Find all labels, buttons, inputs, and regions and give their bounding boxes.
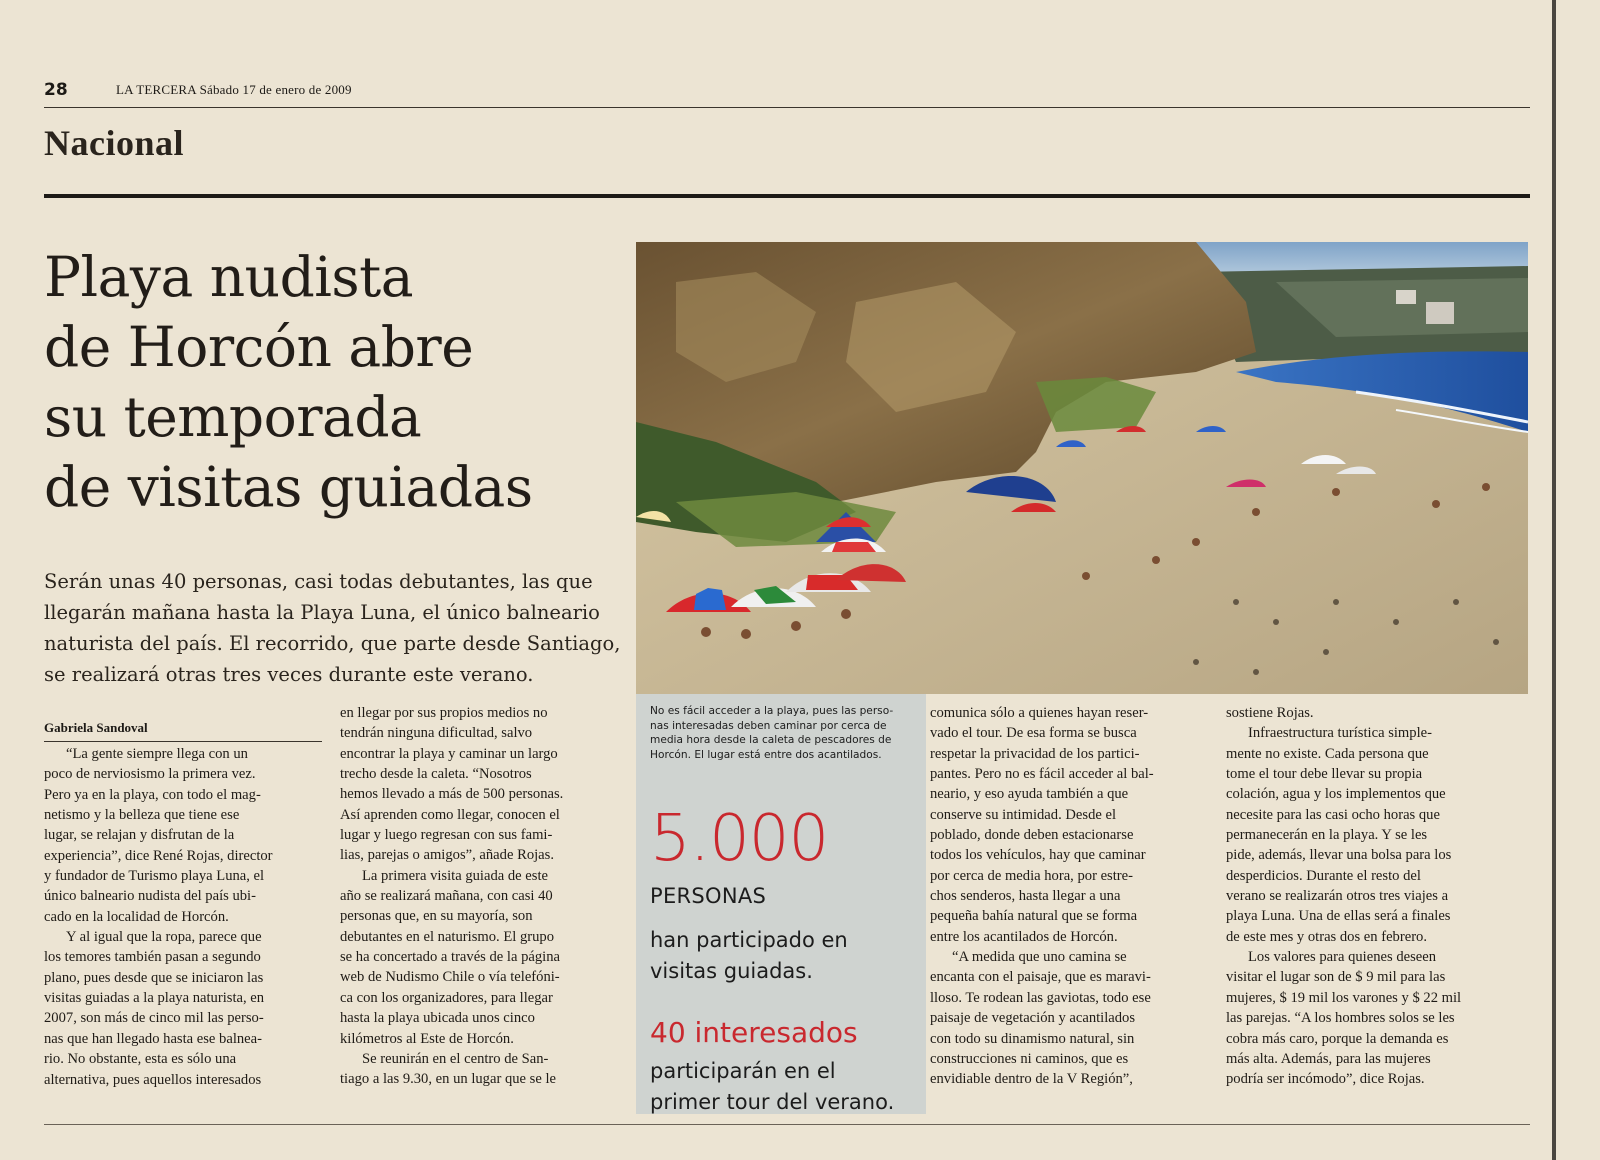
body-line: La primera visita guiada de este (362, 867, 548, 884)
stat-second-text (650, 1056, 894, 1118)
body-line: playa Luna. Una de ellas será a finales (1226, 908, 1451, 925)
body-line: mujeres, $ 19 mil los varones y $ 22 mil (1226, 989, 1462, 1006)
body-line: poblado, donde deben estacionarse (930, 827, 1134, 844)
body-line: Los valores para quienes deseen (1248, 949, 1437, 966)
stat-text-line: visitas guiadas. (650, 959, 813, 983)
caption-line: media hora desde la caleta de pescadores de (650, 734, 892, 746)
body-line: netismo y la belleza que tiene ese (44, 807, 240, 824)
body-line: Y al igual que la ropa, parece que (66, 929, 262, 946)
body-line: lugar y luego regresan con sus fami- (340, 827, 553, 844)
body-line: todos los vehículos, hay que caminar (930, 847, 1146, 864)
dek-line: llegarán mañana hasta la Playa Luna, el único balneario (44, 601, 600, 624)
stat-big-label: PERSONAS (650, 884, 767, 908)
body-line: hemos llevado a más de 500 personas. (340, 786, 564, 803)
stat-text-line: participarán en el (650, 1059, 836, 1083)
stat-text-line: han participado en (650, 928, 848, 952)
body-column-1 (44, 744, 320, 1090)
photo-caption (650, 704, 918, 762)
body-line: y fundador de Turismo playa Luna, el (44, 868, 265, 885)
body-line: paisaje de vegetación y acantilados (930, 1010, 1136, 1027)
body-line: lugar, se relajan y disfrutan de la (44, 827, 235, 844)
body-line: visitas guiadas a la playa naturista, en (44, 990, 265, 1007)
body-column-4 (1226, 703, 1506, 1090)
body-line: pequeña bahía natural que se forma (930, 908, 1138, 925)
body-line: desperdicios. Durante el resto del (1226, 867, 1421, 884)
body-line: más alta. Además, para las mujeres (1226, 1050, 1431, 1067)
footer-rule (44, 1124, 1530, 1125)
body-line: web de Nudismo Chile o vía telefóni- (340, 969, 560, 986)
body-line: nas que han llegado hasta ese balneа- (44, 1030, 263, 1047)
body-line: sostiene Rojas. (1226, 705, 1314, 721)
body-line: en llegar por sus propios medios no (340, 705, 548, 721)
dek (44, 566, 624, 690)
headline-line: de Horcón abre (44, 315, 474, 379)
body-line: debutantes en el naturismo. El grupo (340, 928, 554, 945)
body-line: personas que, en su mayoría, son (340, 908, 533, 925)
body-line: con todo su dinamismo natural, sin (930, 1030, 1135, 1047)
header-rule (44, 107, 1530, 108)
body-line: año se realizará mañana, con casi 40 (340, 888, 553, 905)
body-line: Así aprenden como llegar, conocen el (340, 806, 560, 823)
body-line: construcciones ni caminos, que es (930, 1050, 1129, 1067)
body-line: podría ser incómodo”, dice Rojas. (1226, 1071, 1425, 1088)
body-line: experiencia”, dice René Rojas, director (44, 847, 273, 864)
body-line: “A medida que uno camina se (952, 949, 1127, 966)
body-line: tome el tour debe llevar su propia (1226, 766, 1423, 783)
body-line: hasta la playa ubicada unos cinco (340, 1010, 535, 1027)
body-line: lias, parejas o amigos”, añade Rojas. (340, 847, 554, 864)
body-line: conserve su intimidad. Desde el (930, 806, 1117, 823)
body-line: envidiable dentro de la V Región”, (930, 1071, 1133, 1088)
body-line: respetar la privacidad de los partici- (930, 745, 1140, 762)
body-line: tendrán ninguna dificultad, salvo (340, 725, 533, 742)
body-line: 2007, son más de cinco mil las perso- (44, 1010, 264, 1027)
stat-big-number: 5.000 (650, 802, 829, 876)
body-line: encanta con el paisaje, que es maravi- (930, 969, 1151, 986)
body-line: Pero ya en la playa, con todo el mag- (44, 786, 261, 803)
body-line: verano se realizarán otros tres viajes a (1226, 888, 1449, 905)
body-line: comunica sólo a quienes hayan reser- (930, 705, 1149, 721)
body-line: “La gente siempre llega con un (66, 746, 248, 762)
dek-line: Serán unas 40 personas, casi todas debutantes, las que (44, 570, 593, 593)
body-line: necesite para las casi ocho horas que (1226, 806, 1440, 823)
headline (44, 242, 614, 522)
body-line: tiago a las 9.30, en un lugar que se le (340, 1071, 557, 1088)
body-line: kilómetros al Este de Horcón. (340, 1030, 514, 1047)
section-title: Nacional (44, 123, 185, 163)
body-line: por cerca de media hora, por estre- (930, 867, 1133, 884)
body-line: plano, pues desde que se iniciaron las (44, 969, 264, 986)
byline-rule (44, 741, 322, 742)
stat-big-text (650, 925, 848, 987)
stat-text-line: primer tour del verano. (650, 1090, 895, 1114)
caption-line: No es fácil acceder a la playa, pues las perso- (650, 705, 894, 717)
dek-line: se realizará otras tres veces durante este verano. (44, 663, 534, 686)
dek-line: naturista del país. El recorrido, que parte desde Santiago, (44, 632, 621, 655)
page-number: 28 (44, 80, 68, 100)
body-line: Infraestructura turística simple- (1248, 725, 1432, 742)
body-line: colación, agua y los implementos que (1226, 786, 1446, 803)
body-line: pide, además, llevar una bolsa para los (1226, 847, 1452, 864)
body-line: rio. No obstante, esta es sólo una (44, 1051, 237, 1068)
body-line: de este mes y otras dos en febrero. (1226, 928, 1427, 945)
body-column-2 (340, 703, 616, 1090)
headline-line: su temporada (44, 385, 422, 449)
body-line: ca con los organizadores, para llegar (340, 989, 553, 1006)
caption-line: nas interesadas deben caminar por cerca de (650, 719, 887, 732)
headline-line: de visitas guiadas (44, 455, 533, 519)
body-line: pantes. Pero no es fácil acceder al bal- (930, 766, 1154, 783)
body-line: neario, y eso ayuda también a que (930, 786, 1129, 803)
body-line: trecho desde la caleta. “Nosotros (340, 766, 532, 783)
beach-photo-illustration (636, 242, 1528, 694)
body-line: las parejas. “A los hombres solos se les (1226, 1010, 1455, 1027)
body-column-3 (930, 703, 1206, 1090)
body-line: cado en la localidad de Horcón. (44, 908, 229, 925)
body-line: vado el tour. De esa forma se busca (930, 725, 1137, 742)
stat-second-number: 40 interesados (650, 1016, 858, 1049)
body-line: encontrar la playa y caminar un largo (340, 745, 558, 762)
caption-line: Horcón. El lugar está entre dos acantilados. (650, 748, 882, 761)
section-rule (44, 194, 1530, 198)
body-line: se ha concertado a través de la página (340, 949, 561, 966)
body-line: cobra más caro, porque la demanda es (1226, 1030, 1449, 1047)
body-line: los temores también pasan a segundo (44, 949, 261, 966)
body-line: único balneario nudista del país ubi- (44, 888, 256, 905)
body-line: chos senderos, hasta llegar a una (930, 888, 1121, 905)
body-line: Se reunirán en el centro de San- (362, 1050, 549, 1067)
scan-edge (1552, 0, 1556, 1160)
headline-line: Playa nudista (44, 245, 413, 309)
byline: Gabriela Sandoval (44, 720, 148, 735)
body-line: mente no existe. Cada persona que (1226, 745, 1429, 762)
body-line: poco de nerviosismo la primera vez. (44, 766, 256, 783)
masthead-date: LA TERCERA Sábado 17 de enero de 2009 (116, 82, 352, 97)
body-line: entre los acantilados de Horcón. (930, 928, 1118, 945)
body-line: permanecerán en la playa. Y se les (1226, 827, 1428, 844)
body-line: visitar el lugar son de $ 9 mil para las (1226, 969, 1446, 986)
beach-photo (636, 242, 1528, 694)
body-line: lloso. Te rodean las gaviotas, todo ese (930, 989, 1151, 1006)
body-line: alternativa, pues aquellos interesados (44, 1071, 262, 1088)
